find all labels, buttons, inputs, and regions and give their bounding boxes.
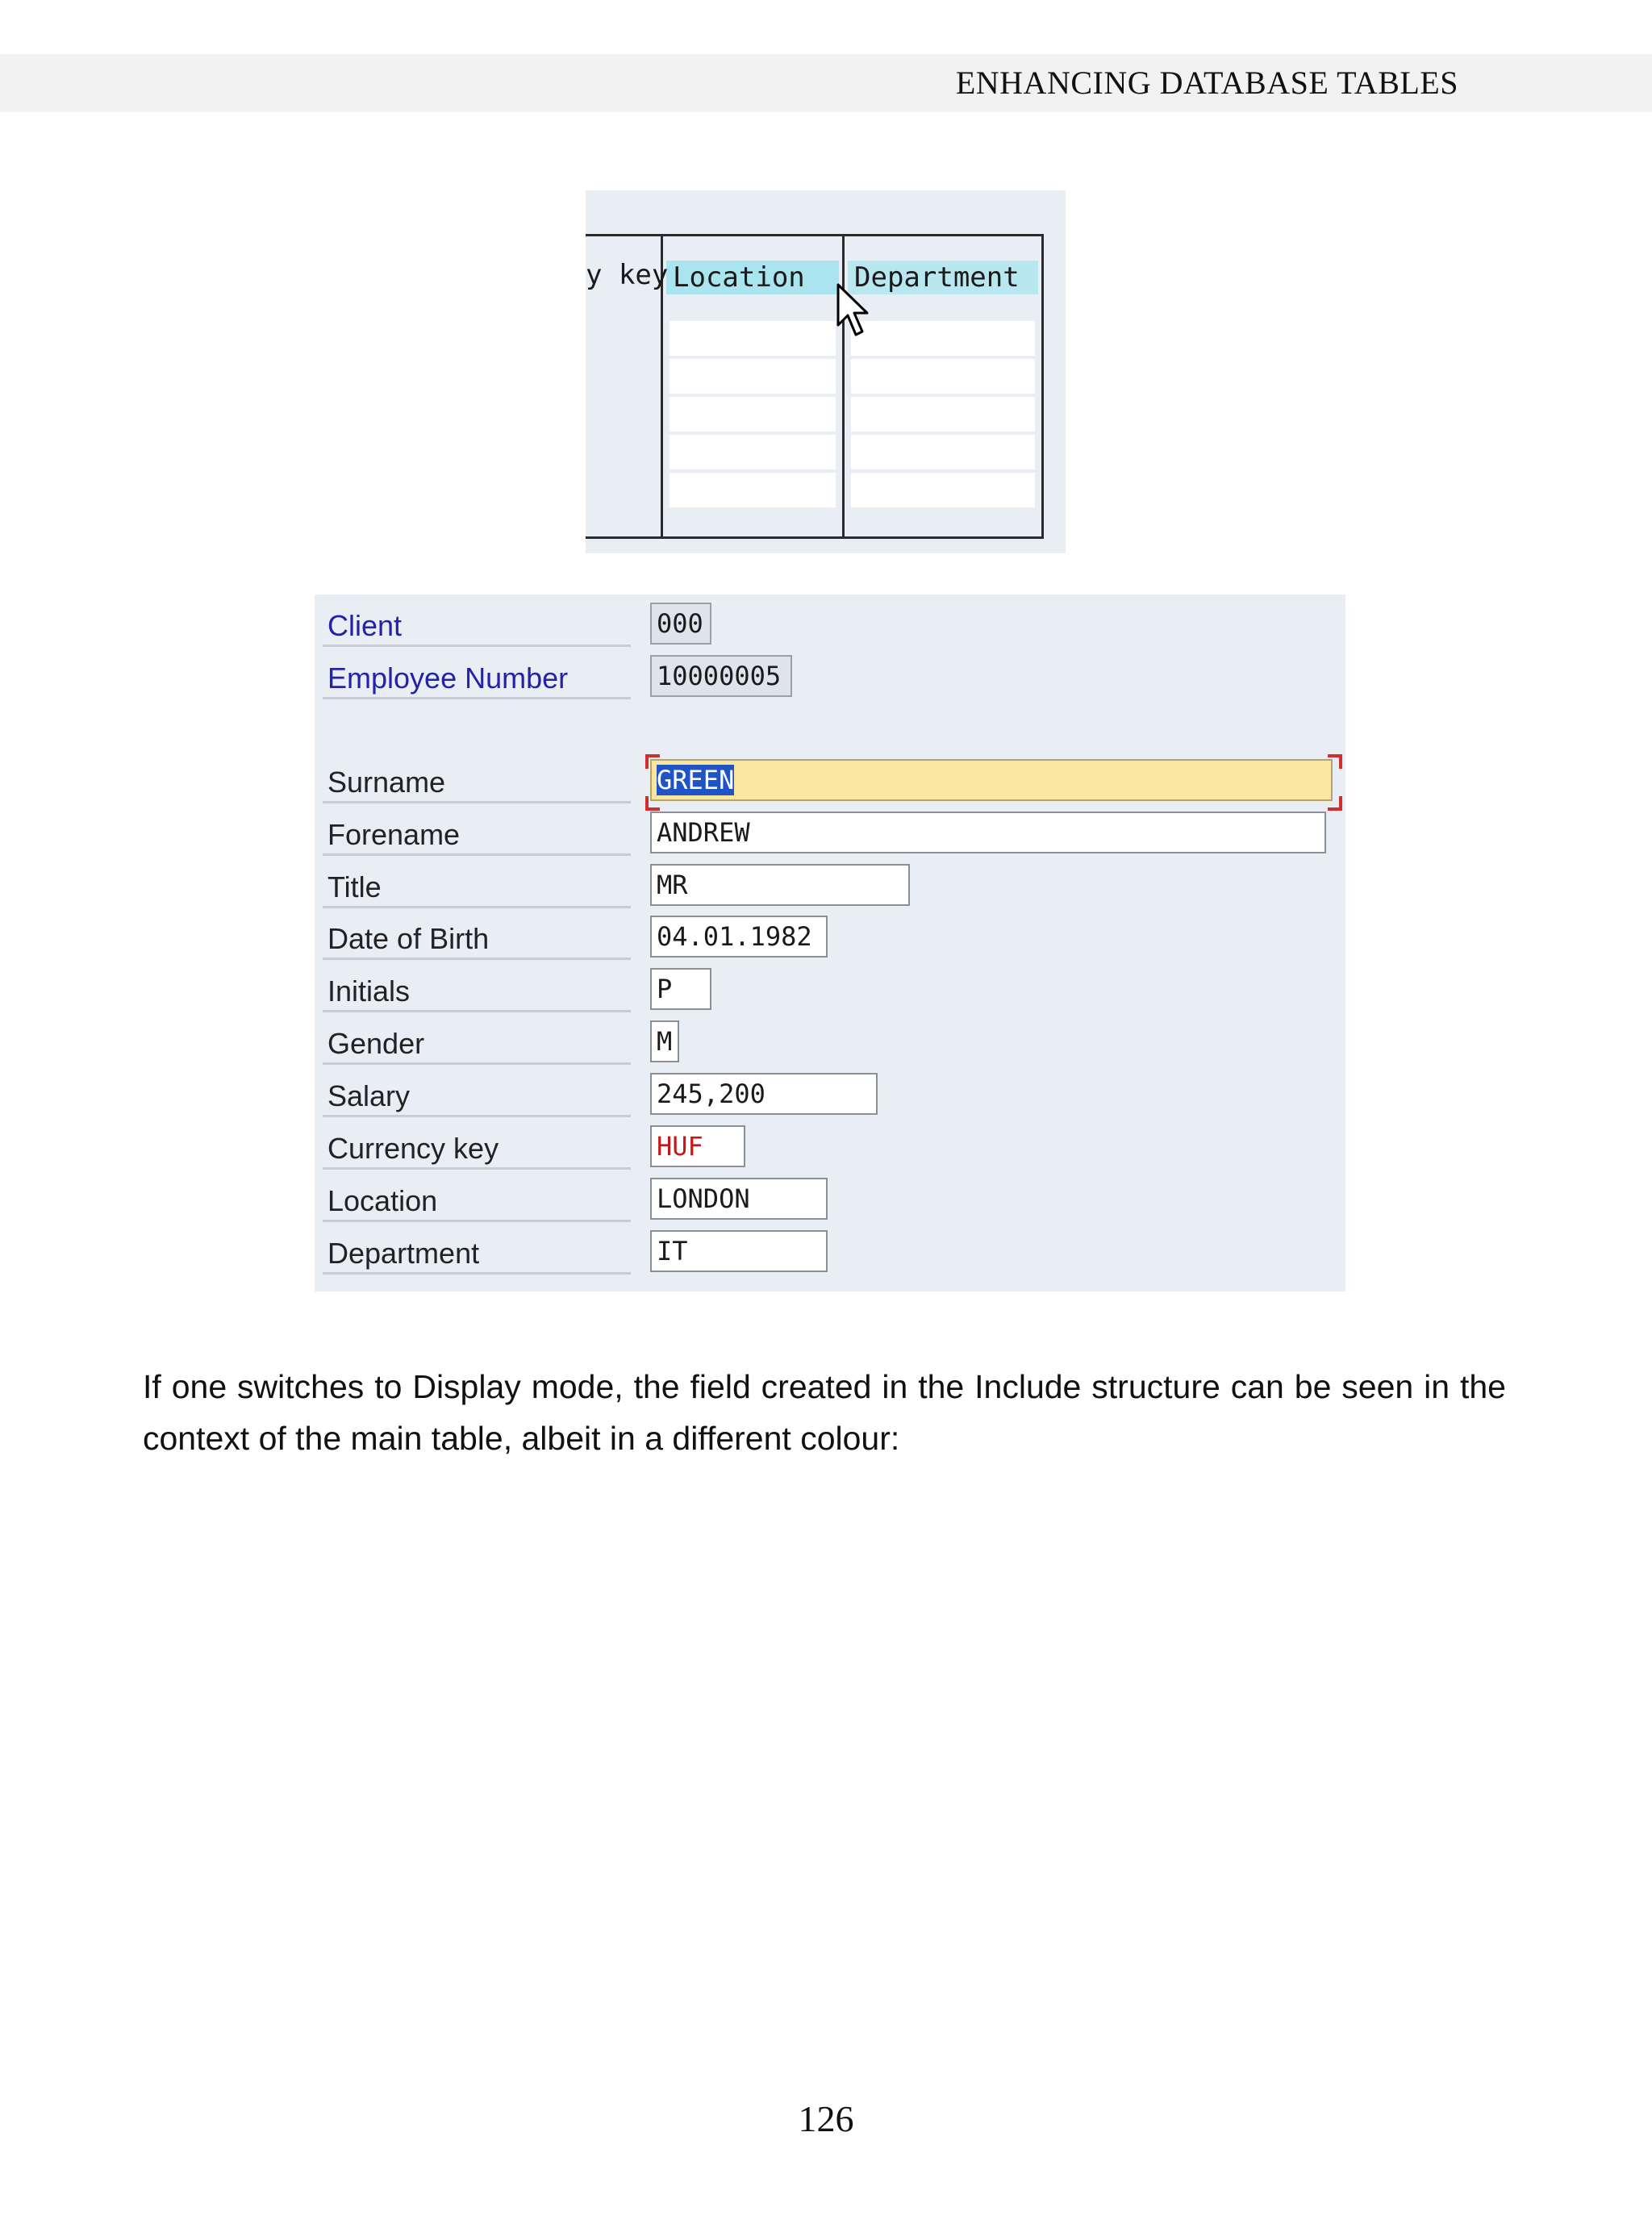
field-label: Salary: [327, 1079, 411, 1112]
column-cells: [851, 321, 1035, 525]
field-label: Department: [327, 1237, 480, 1270]
location-input[interactable]: LONDON: [650, 1178, 828, 1220]
focus-corner: [1328, 754, 1342, 769]
divider: [323, 1115, 631, 1117]
title-input[interactable]: MR: [650, 864, 910, 906]
column-location[interactable]: [661, 236, 842, 536]
table-cell[interactable]: [670, 321, 836, 356]
table-cell[interactable]: [851, 473, 1035, 507]
initials-input[interactable]: P: [650, 968, 711, 1010]
currency-key-input[interactable]: HUF: [650, 1125, 745, 1167]
forename-input[interactable]: ANDREW: [650, 812, 1326, 853]
form-row-currency-key: [323, 1122, 1331, 1172]
field-label: Currency key: [327, 1132, 499, 1165]
salary-input[interactable]: 245,200: [650, 1073, 878, 1115]
divider: [323, 1062, 631, 1065]
divider: [323, 1167, 631, 1170]
divider: [323, 1010, 631, 1012]
form-row-employee-number: [323, 652, 1331, 702]
selected-text: GREEN: [657, 765, 735, 795]
field-label: Forename: [327, 818, 461, 851]
divider: [323, 645, 631, 647]
client-field: 000: [650, 603, 711, 645]
table-cell[interactable]: [851, 321, 1035, 356]
chapter-title: ENHANCING DATABASE TABLES: [955, 65, 1458, 101]
divider: [323, 801, 631, 803]
table-cell[interactable]: [670, 359, 836, 394]
divider: [323, 853, 631, 856]
form-row-forename: [323, 808, 1331, 858]
table-cell[interactable]: [851, 397, 1035, 432]
field-label: Client: [327, 609, 403, 642]
form-row-surname: [323, 756, 1331, 806]
gender-input[interactable]: M: [650, 1020, 679, 1062]
column-department[interactable]: [842, 236, 1041, 536]
form-row-location: [323, 1175, 1331, 1225]
surname-input[interactable]: [650, 759, 1333, 801]
table-columns-screenshot: [586, 190, 1066, 553]
field-label: Gender: [327, 1027, 425, 1060]
form-row-client: [323, 599, 1331, 649]
form-row-title: [323, 861, 1331, 911]
body-paragraph: If one switches to Display mode, the field created in the Include structure can be seen in the context of the main table, albeit in a different colour:: [143, 1368, 1506, 1457]
divider: [323, 1272, 631, 1275]
form-row-initials: [323, 965, 1331, 1015]
form-row-gender: [323, 1017, 1331, 1067]
table-cell[interactable]: [670, 473, 836, 507]
table-cell[interactable]: [670, 435, 836, 469]
divider: [323, 906, 631, 908]
column-header-department[interactable]: Department: [848, 261, 1038, 294]
running-header: [0, 54, 1652, 112]
field-label: Employee Number: [327, 661, 569, 695]
employee-number-field: 10000005: [650, 655, 792, 697]
field-label: Surname: [327, 766, 446, 799]
column-header-currency-key-partial[interactable]: y key: [586, 259, 669, 291]
column-header-location[interactable]: Location: [666, 261, 839, 294]
table-cell[interactable]: [670, 397, 836, 432]
divider: [323, 697, 631, 699]
form-row-salary: [323, 1070, 1331, 1120]
divider: [323, 958, 631, 960]
table-cell[interactable]: [851, 435, 1035, 469]
date-of-birth-input[interactable]: 04.01.1982: [650, 916, 828, 958]
mouse-pointer-icon: [836, 283, 870, 340]
page-number: 126: [798, 2098, 854, 2139]
focus-corner: [645, 754, 660, 769]
department-input[interactable]: IT: [650, 1230, 828, 1272]
column-cells: [670, 321, 836, 525]
field-label: Initials: [327, 974, 411, 1008]
table-cell[interactable]: [851, 359, 1035, 394]
field-label: Title: [327, 870, 382, 903]
field-label: Date of Birth: [327, 922, 490, 955]
form-row-department: [323, 1227, 1331, 1277]
employee-form-screenshot: [315, 595, 1345, 1291]
divider: [323, 1220, 631, 1222]
field-label: Location: [327, 1184, 438, 1217]
form-row-date-of-birth: [323, 912, 1331, 962]
